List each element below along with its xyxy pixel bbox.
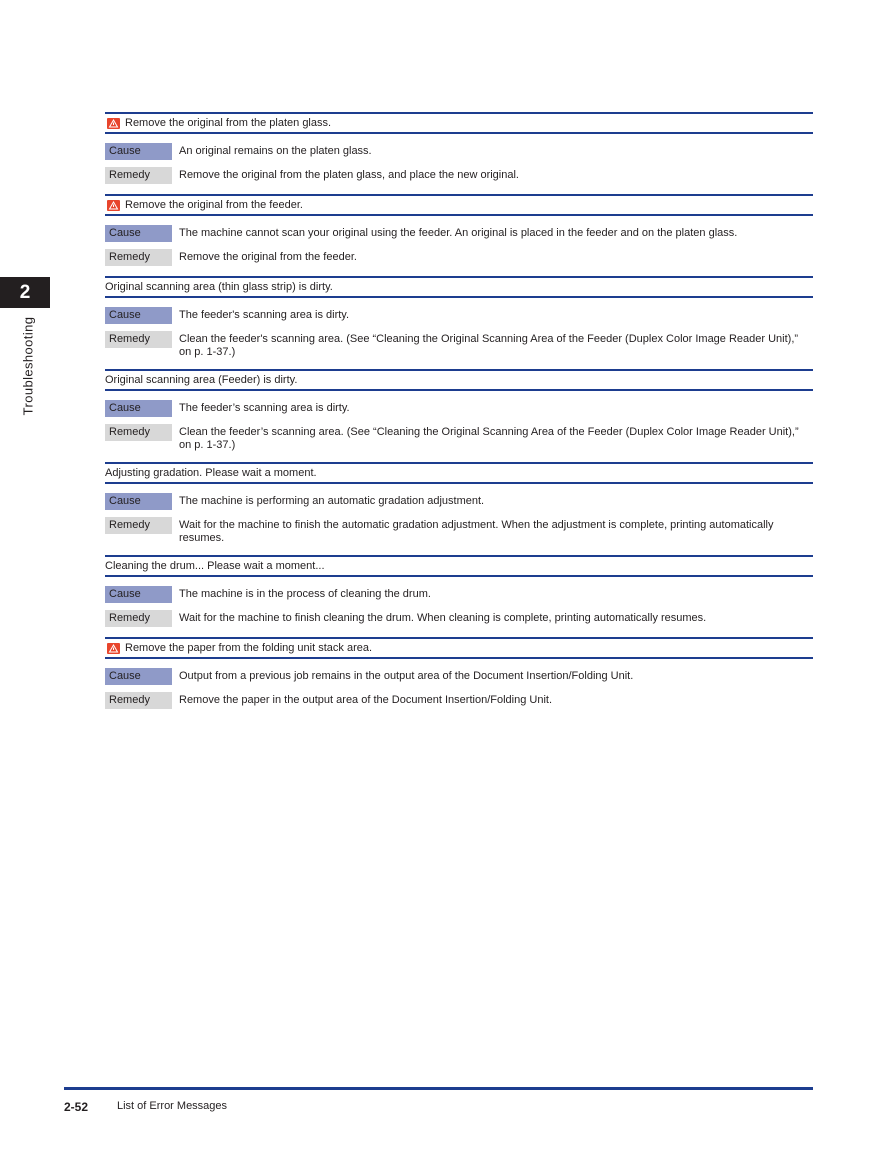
cause-text: Output from a previous job remains in the output area of the Document Insertion/Folding Unit. xyxy=(179,670,634,682)
footer-rule xyxy=(64,1087,813,1090)
error-message-text: Remove the original from the feeder. xyxy=(125,199,303,211)
error-message-text: Cleaning the drum... Please wait a moment... xyxy=(105,560,325,572)
cause-tag: Cause xyxy=(105,400,172,417)
error-entry xyxy=(105,276,813,359)
remedy-tag: Remedy xyxy=(105,167,172,184)
cause-tag: Cause xyxy=(105,143,172,160)
error-message-text: Adjusting gradation. Please wait a moment. xyxy=(105,467,317,479)
cause-tag: Cause xyxy=(105,668,172,685)
footer-title: List of Error Messages xyxy=(117,1100,228,1112)
error-message-header xyxy=(105,369,813,391)
error-message-header xyxy=(105,462,813,484)
cause-row xyxy=(105,307,813,324)
error-entry xyxy=(105,555,813,627)
cause-text: The machine is performing an automatic gradation adjustment. xyxy=(179,495,485,507)
remedy-text: Remove the original from the platen glass, and place the new original. xyxy=(179,169,519,181)
error-message-header xyxy=(105,276,813,298)
warning-icon xyxy=(107,200,120,211)
remedy-row xyxy=(105,424,813,452)
error-message-text: Original scanning area (thin glass strip) is dirty. xyxy=(105,281,333,293)
error-message-header xyxy=(105,112,813,134)
remedy-text: Remove the original from the feeder. xyxy=(179,251,357,263)
remedy-row xyxy=(105,517,813,545)
error-message-list xyxy=(105,112,813,719)
remedy-row xyxy=(105,692,813,709)
cause-tag: Cause xyxy=(105,586,172,603)
warning-icon xyxy=(107,118,120,129)
remedy-row xyxy=(105,249,813,266)
cause-text: The machine cannot scan your original using the feeder. An original is placed in the feeder and on the platen glass. xyxy=(179,227,738,239)
error-message-header xyxy=(105,555,813,577)
chapter-tab: 2 xyxy=(0,277,50,308)
cause-row xyxy=(105,586,813,603)
error-entry xyxy=(105,462,813,545)
error-entry xyxy=(105,194,813,266)
remedy-text: Clean the feeder’s scanning area. (See “Cleaning the Original Scanning Area of the Feeder (Duplex Color Image Reader Unit),” on p. 1-37.) xyxy=(179,426,799,451)
remedy-text: Wait for the machine to finish the automatic gradation adjustment. When the adjustment is complete, printing automatically resumes. xyxy=(179,519,774,544)
remedy-row xyxy=(105,331,813,359)
remedy-tag: Remedy xyxy=(105,331,172,348)
chapter-label-text: Troubleshooting xyxy=(20,316,36,416)
remedy-tag: Remedy xyxy=(105,249,172,266)
remedy-tag: Remedy xyxy=(105,692,172,709)
remedy-text: Remove the paper in the output area of the Document Insertion/Folding Unit. xyxy=(179,694,552,706)
page-number: 2-52 xyxy=(64,1100,89,1114)
cause-tag: Cause xyxy=(105,307,172,324)
error-entry xyxy=(105,112,813,184)
cause-row xyxy=(105,493,813,510)
remedy-row xyxy=(105,167,813,184)
cause-text: The feeder's scanning area is dirty. xyxy=(179,309,350,321)
error-entry xyxy=(105,637,813,709)
cause-text: The machine is in the process of cleaning the drum. xyxy=(179,588,431,600)
cause-text: An original remains on the platen glass. xyxy=(179,145,372,157)
remedy-row xyxy=(105,610,813,627)
warning-icon xyxy=(107,643,120,654)
remedy-tag: Remedy xyxy=(105,517,172,534)
remedy-text: Clean the feeder's scanning area. (See “Cleaning the Original Scanning Area of the Feeder (Duplex Color Image Reader Unit),” on p. 1-37.) xyxy=(179,333,799,358)
cause-tag: Cause xyxy=(105,493,172,510)
error-message-text: Original scanning area (Feeder) is dirty. xyxy=(105,374,298,386)
error-message-header xyxy=(105,637,813,659)
cause-text: The feeder’s scanning area is dirty. xyxy=(179,402,350,414)
remedy-text: Wait for the machine to finish cleaning the drum. When cleaning is complete, printing automatically resumes. xyxy=(179,612,707,624)
cause-tag: Cause xyxy=(105,225,172,242)
error-message-header xyxy=(105,194,813,216)
cause-row xyxy=(105,225,813,242)
cause-row xyxy=(105,668,813,685)
remedy-tag: Remedy xyxy=(105,610,172,627)
remedy-tag: Remedy xyxy=(105,424,172,441)
error-message-text: Remove the original from the platen glass. xyxy=(125,117,332,129)
cause-row xyxy=(105,143,813,160)
error-entry xyxy=(105,369,813,452)
error-message-text: Remove the paper from the folding unit stack area. xyxy=(125,642,373,654)
cause-row xyxy=(105,400,813,417)
